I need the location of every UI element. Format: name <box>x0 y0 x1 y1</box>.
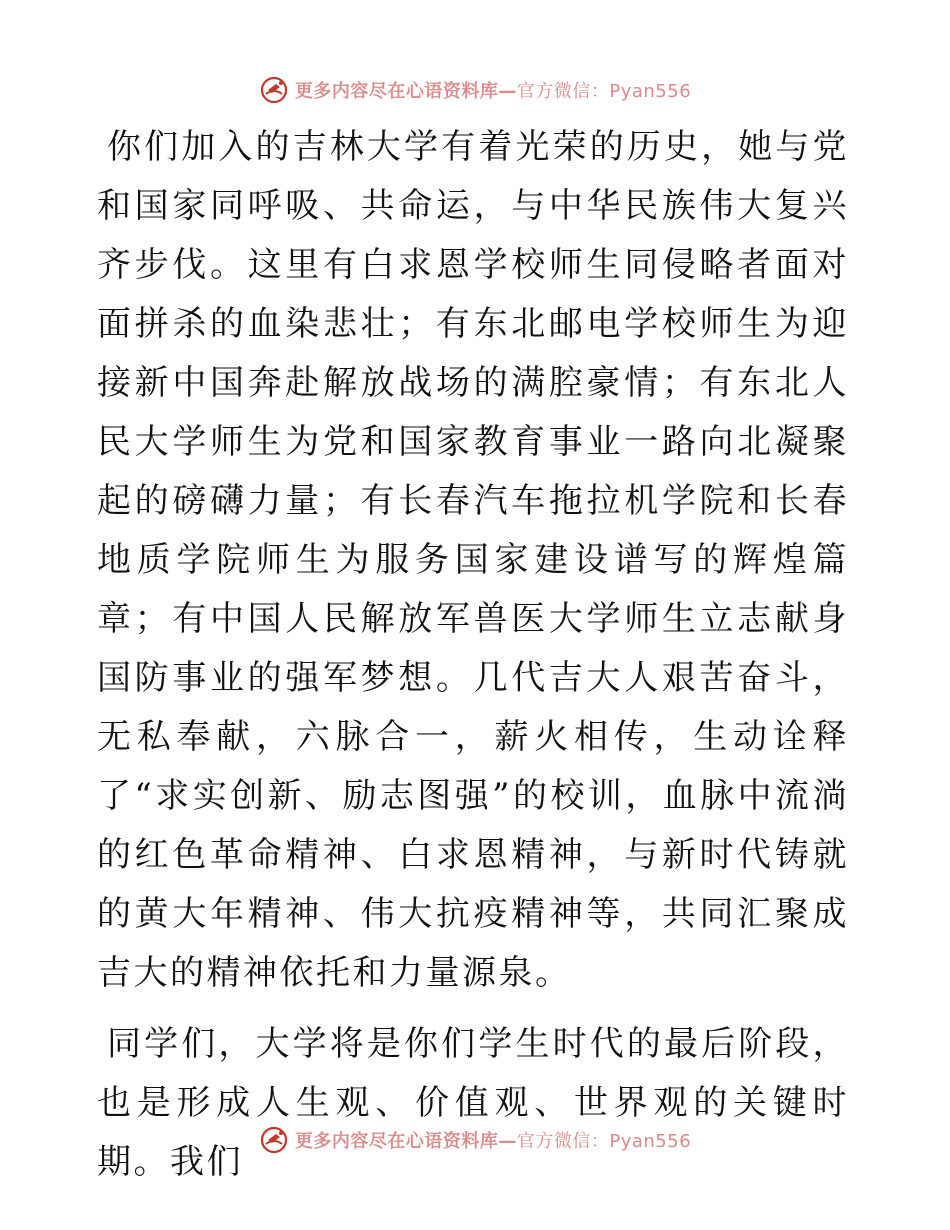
book-logo-icon <box>259 75 289 105</box>
footer-banner-text <box>295 1127 691 1153</box>
header-banner-site: 更多内容尽在心语资料库— <box>294 81 517 102</box>
header-banner-wechat: 官方微信：Pyan556 <box>516 81 692 102</box>
header-banner <box>0 70 950 110</box>
footer-banner-wechat: 官方微信：Pyan556 <box>516 1131 692 1152</box>
header-banner-text <box>295 77 691 103</box>
footer-banner <box>0 1120 950 1160</box>
footer-banner-site: 更多内容尽在心语资料库— <box>294 1131 517 1152</box>
document-body <box>97 118 849 1192</box>
book-logo-icon <box>259 1125 289 1155</box>
paragraph-1: 你们加入的吉林大学有着光荣的历史，她与党和国家同呼吸、共命运，与中华民族伟大复兴齐步伐。这里有白求恩学校师生同侵略者面对面拼杀的血染悲壮；有东北邮电学校师生为迎接新中国奔赴解放战场的满腔豪情；有东北人民大学师生为党和国家教育事业一路向北凝聚起的磅礴力量；有长春汽车拖拉机学院和长春地质学院师生为服务国家建设谱写的辉煌篇章；有中国人民解放军兽医大学师生立志献身国防事业的强军梦想。几代吉大人艰苦奋斗，无私奉献，六脉合一，薪火相传，生动诠释了“求实创新、励志图强”的校训，血脉中流淌的红色革命精神、白求恩精神，与新时代铸就的黄大年精神、伟大抗疫精神等，共同汇聚成吉大的精神依托和力量源泉。 <box>97 127 849 993</box>
paragraph-2: 同学们，大学将是你们学生时代的最后阶段，也是形成人生观、价值观、世界观的关键时期。我们 <box>97 1024 849 1182</box>
